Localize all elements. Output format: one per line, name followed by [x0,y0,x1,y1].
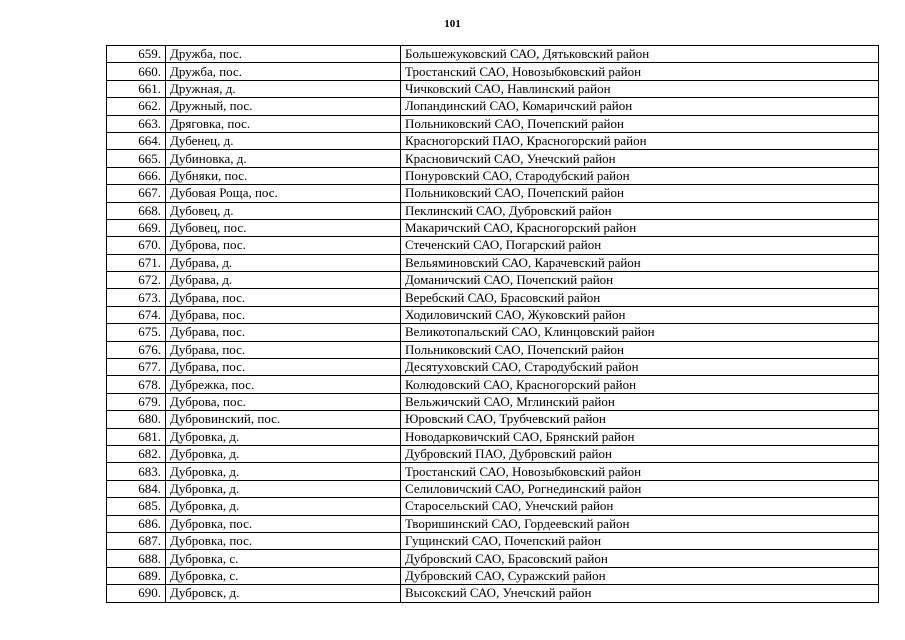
row-number: 689. [107,567,166,584]
administrative-unit: Селиловичский САО, Рогнединский район [401,480,879,497]
administrative-unit: Вельяминовский САО, Карачевский район [401,254,879,271]
administrative-unit: Великотопальский САО, Клинцовский район [401,324,879,341]
administrative-unit: Польниковский САО, Почепский район [401,115,879,132]
administrative-unit: Доманичский САО, Почепский район [401,272,879,289]
row-number: 686. [107,515,166,532]
row-number: 669. [107,219,166,236]
row-number: 661. [107,80,166,97]
table-row [107,63,879,80]
administrative-unit: Юровский САО, Трубчевский район [401,411,879,428]
settlement-name: Дубняки, пос. [166,167,401,184]
settlements-table-body [107,46,879,603]
row-number: 671. [107,254,166,271]
settlement-name: Дубровинский, пос. [166,411,401,428]
table-row [107,359,879,376]
row-number: 680. [107,411,166,428]
settlements-table [106,45,879,603]
table-row [107,428,879,445]
row-number: 666. [107,167,166,184]
settlement-name: Дряговка, пос. [166,115,401,132]
administrative-unit: Красногорский ПАО, Красногорский район [401,132,879,149]
administrative-unit: Чичковский САО, Навлинский район [401,80,879,97]
table-row [107,445,879,462]
row-number: 668. [107,202,166,219]
administrative-unit: Польниковский САО, Почепский район [401,341,879,358]
row-number: 670. [107,237,166,254]
administrative-unit: Тростанский САО, Новозыбковский район [401,463,879,480]
row-number: 684. [107,480,166,497]
settlement-name: Дружный, пос. [166,98,401,115]
table-row [107,376,879,393]
settlement-name: Дубровка, д. [166,480,401,497]
administrative-unit: Десятуховский САО, Стародубский район [401,359,879,376]
row-number: 677. [107,359,166,376]
row-number: 667. [107,185,166,202]
row-number: 672. [107,272,166,289]
row-number: 683. [107,463,166,480]
table-row [107,324,879,341]
settlement-name: Дубовая Роща, пос. [166,185,401,202]
table-row [107,306,879,323]
row-number: 663. [107,115,166,132]
settlement-name: Дубровка, пос. [166,515,401,532]
row-number: 690. [107,585,166,602]
administrative-unit: Гущинский САО, Почепский район [401,532,879,549]
table-row [107,98,879,115]
administrative-unit: Пеклинский САО, Дубровский район [401,202,879,219]
row-number: 682. [107,445,166,462]
table-row [107,185,879,202]
settlement-name: Дубровка, пос. [166,532,401,549]
settlement-name: Дубровка, д. [166,498,401,515]
table-row [107,480,879,497]
settlement-name: Дуброва, пос. [166,393,401,410]
table-row [107,498,879,515]
table-row [107,289,879,306]
settlement-name: Дубрава, пос. [166,306,401,323]
settlement-name: Дубровка, д. [166,463,401,480]
settlement-name: Дубрава, пос. [166,341,401,358]
administrative-unit: Лопандинский САО, Комаричский район [401,98,879,115]
row-number: 679. [107,393,166,410]
settlement-name: Дубровка, д. [166,428,401,445]
table-row [107,237,879,254]
administrative-unit: Веребский САО, Брасовский район [401,289,879,306]
table-row [107,567,879,584]
row-number: 678. [107,376,166,393]
table-row [107,585,879,602]
table-row [107,550,879,567]
row-number: 665. [107,150,166,167]
settlement-name: Дубрава, пос. [166,324,401,341]
administrative-unit: Творишинский САО, Гордеевский район [401,515,879,532]
administrative-unit: Дубровский САО, Суражский район [401,567,879,584]
administrative-unit: Тростанский САО, Новозыбковский район [401,63,879,80]
administrative-unit: Колюдовский САО, Красногорский район [401,376,879,393]
administrative-unit: Высокский САО, Унечский район [401,585,879,602]
administrative-unit: Красновичский САО, Унечский район [401,150,879,167]
table-row [107,341,879,358]
settlement-name: Дружба, пос. [166,63,401,80]
row-number: 660. [107,63,166,80]
settlement-name: Дубовец, д. [166,202,401,219]
row-number: 687. [107,532,166,549]
administrative-unit: Дубровский САО, Брасовский район [401,550,879,567]
row-number: 688. [107,550,166,567]
administrative-unit: Стеченский САО, Погарский район [401,237,879,254]
settlement-name: Дубенец, д. [166,132,401,149]
settlement-name: Дубрежка, пос. [166,376,401,393]
row-number: 676. [107,341,166,358]
administrative-unit: Вельжичский САО, Мглинский район [401,393,879,410]
row-number: 659. [107,46,166,63]
settlement-name: Дубрава, д. [166,254,401,271]
administrative-unit: Польниковский САО, Почепский район [401,185,879,202]
table-row [107,463,879,480]
settlement-name: Дружба, пос. [166,46,401,63]
settlement-name: Дубровск, д. [166,585,401,602]
settlement-name: Дубрава, пос. [166,359,401,376]
table-row [107,167,879,184]
row-number: 673. [107,289,166,306]
settlement-name: Дубрава, д. [166,272,401,289]
settlement-name: Дубовец, пос. [166,219,401,236]
table-row [107,515,879,532]
administrative-unit: Ходиловичский САО, Жуковский район [401,306,879,323]
table-row [107,254,879,271]
table-row [107,411,879,428]
row-number: 675. [107,324,166,341]
table-row [107,393,879,410]
table-row [107,115,879,132]
settlement-name: Дубровка, с. [166,550,401,567]
administrative-unit: Дубровский ПАО, Дубровский район [401,445,879,462]
administrative-unit: Понуровский САО, Стародубский район [401,167,879,184]
row-number: 664. [107,132,166,149]
administrative-unit: Макаричский САО, Красногорский район [401,219,879,236]
settlement-name: Дружная, д. [166,80,401,97]
table-row [107,202,879,219]
table-row [107,46,879,63]
row-number: 662. [107,98,166,115]
row-number: 681. [107,428,166,445]
page-number: 101 [444,18,461,30]
settlement-name: Дубровка, д. [166,445,401,462]
table-row [107,80,879,97]
settlement-name: Дубиновка, д. [166,150,401,167]
settlement-name: Дубрава, пос. [166,289,401,306]
row-number: 685. [107,498,166,515]
row-number: 674. [107,306,166,323]
administrative-unit: Старосельский САО, Унечский район [401,498,879,515]
settlement-name: Дубровка, с. [166,567,401,584]
table-row [107,150,879,167]
administrative-unit: Новодарковичский САО, Брянский район [401,428,879,445]
table-row [107,219,879,236]
table-row [107,132,879,149]
table-row [107,532,879,549]
settlement-name: Дуброва, пос. [166,237,401,254]
administrative-unit: Большежуковский САО, Дятьковский район [401,46,879,63]
table-row [107,272,879,289]
